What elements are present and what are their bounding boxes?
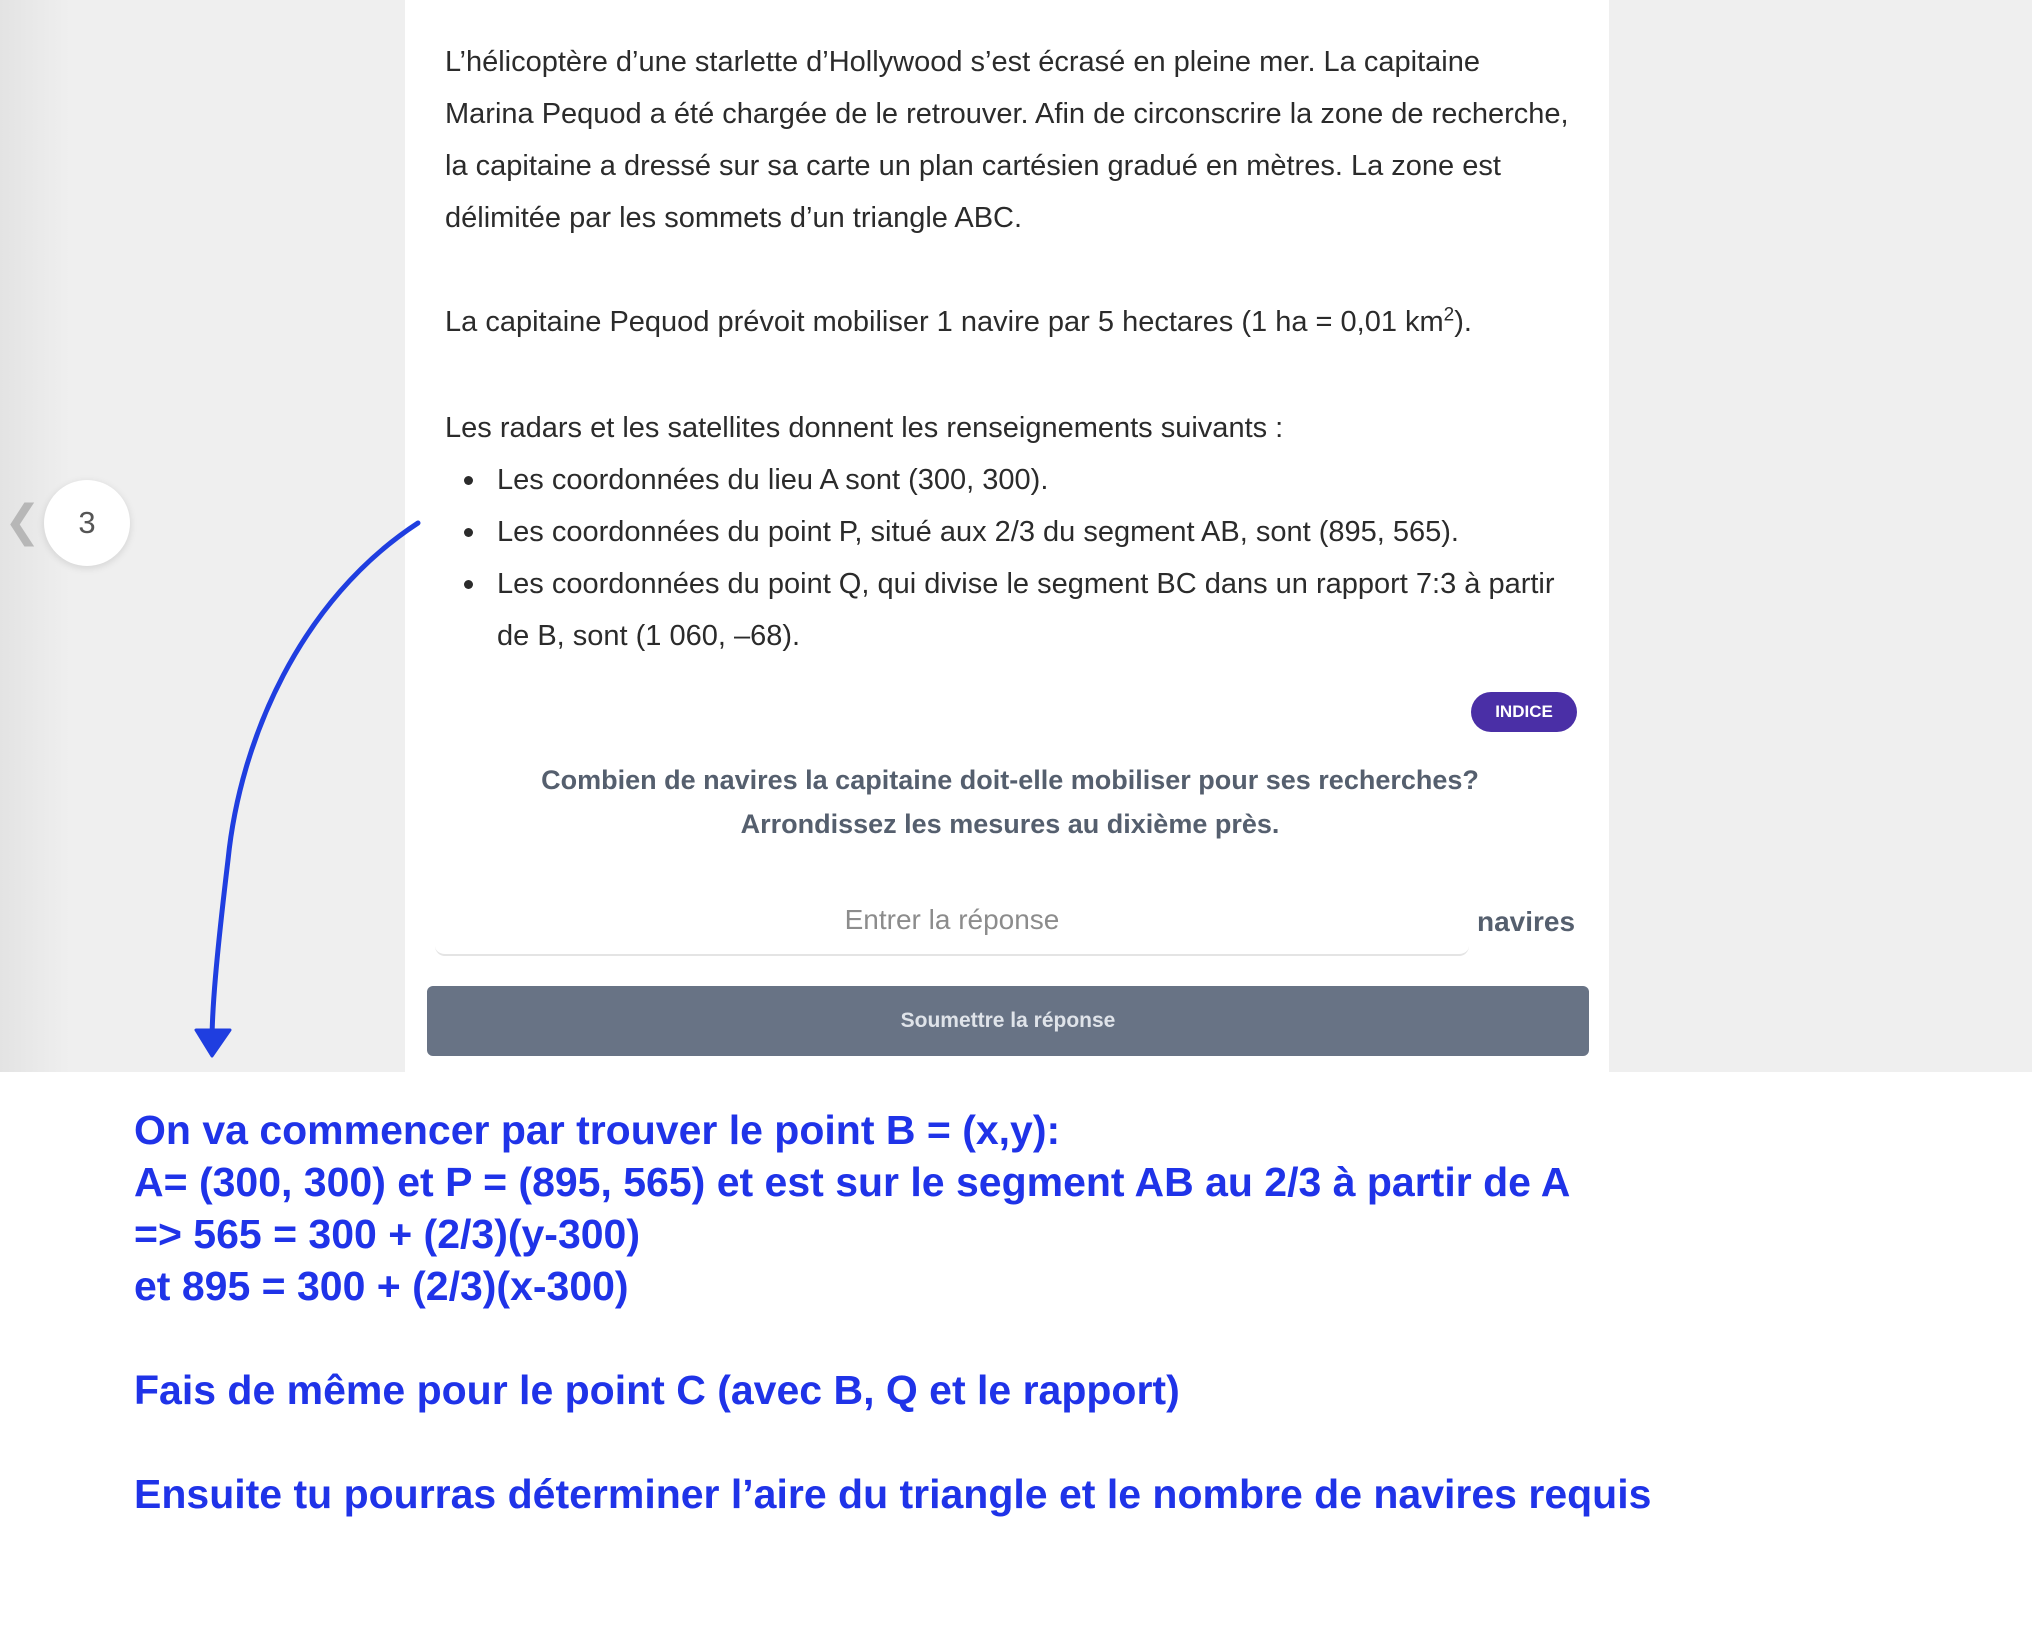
handwritten-explanation: [134, 1104, 1984, 1520]
chevron-left-icon[interactable]: ❮: [4, 497, 41, 546]
problem-paragraph-2-text: La capitaine Pequod prévoit mobiliser 1 navire par 5 hectares (1 ha = 0,01 km: [445, 306, 1444, 338]
info-item-point-p: Les coordonnées du point P, situé aux 2/3 du segment AB, sont (895, 565).: [445, 506, 1575, 558]
rounding-instruction: Arrondissez les mesures au dixième près.: [740, 809, 1280, 839]
problem-paragraph-2-end: ).: [1454, 306, 1472, 338]
question-text: Combien de navires la capitaine doit-elle mobiliser pour ses recherches?: [541, 765, 1479, 795]
info-item-point-a: Les coordonnées du lieu A sont (300, 300).: [445, 454, 1575, 506]
page-number-badge[interactable]: 3: [44, 480, 130, 566]
note-line-area: Ensuite tu pourras déterminer l’aire du triangle et le nombre de navires requis: [134, 1471, 1652, 1517]
note-line-given-points: A= (300, 300) et P = (895, 565) et est sur le segment AB au 2/3 à partir de A: [134, 1159, 1571, 1205]
info-intro: Les radars et les satellites donnent les renseignements suivants :: [445, 412, 1284, 444]
hint-button[interactable]: INDICE: [1471, 692, 1577, 732]
answer-unit-label: navires: [1477, 906, 1576, 937]
problem-paragraph-1: L’hélicoptère d’une starlette d’Hollywood s’est écrasé en pleine mer. La capitaine Marina Pequod a été chargée de le retrouver. Afin de circonscrire la zone de recherche, la capitaine a dressé sur sa carte un plan cartésien gradué en mètres. La zone est délimitée par les sommets d’un triangle ABC.: [445, 46, 1569, 234]
note-line-find-c: Fais de même pour le point C (avec B, Q et le rapport): [134, 1367, 1180, 1413]
note-line-equation-y: => 565 = 300 + (2/3)(y-300): [134, 1211, 641, 1257]
km-squared-exponent: 2: [1443, 304, 1455, 326]
info-item-point-q: Les coordonnées du point Q, qui divise le segment BC dans un rapport 7:3 à partir de B, sont (1 060, –68).: [445, 558, 1575, 662]
submit-answer-button[interactable]: Soumettre la réponse: [427, 986, 1589, 1056]
note-spacer: [134, 1416, 1984, 1468]
note-spacer: [134, 1312, 1984, 1364]
note-line-equation-x: et 895 = 300 + (2/3)(x-300): [134, 1263, 629, 1309]
note-line-find-b: On va commencer par trouver le point B = (x,y):: [134, 1107, 1061, 1153]
